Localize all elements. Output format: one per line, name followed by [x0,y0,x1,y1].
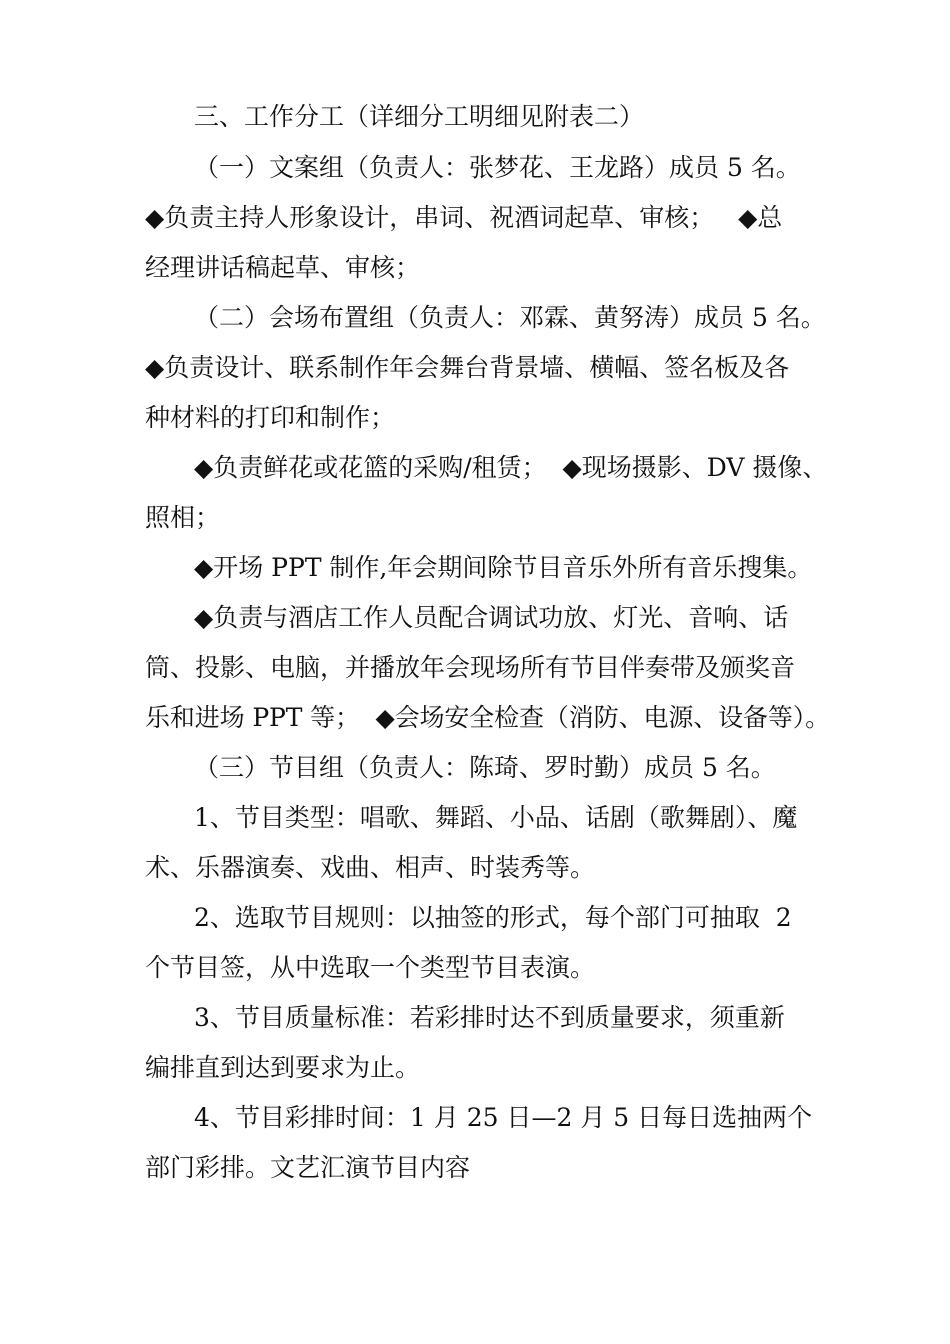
venue-duties-line-2: 种材料的打印和制作； [145,403,396,432]
program-types-line-2: 术、乐器演奏、戏曲、相声、时装秀等。 [145,853,596,882]
section-heading-work-division: 三、工作分工（详细分工明细见附表二） [194,102,645,131]
selection-rules-line-1: 2、选取节目规则：以抽签的形式，每个部门可抽取 2 [194,903,792,932]
copywriting-duties-line-2: 经理讲话稿起草、审核； [145,253,421,282]
av-coordination-line-2: 筒、投影、电脑，并播放年会现场所有节目伴奏带及颁奖音 [145,653,796,682]
program-group-heading: （三）节目组（负责人：陈琦、罗时勤）成员 5 名。 [194,753,776,782]
copywriting-group-heading: （一）文案组（负责人：张梦花、王龙路）成员 5 名。 [194,153,801,182]
flowers-photography-line-2: 照相； [145,503,221,532]
program-types-line-1: 1、节目类型：唱歌、舞蹈、小品、话剧（歌舞剧）、魔 [194,803,798,832]
quality-standard-line-1: 3、节目质量标准：若彩排时达不到质量要求，须重新 [194,1003,785,1032]
copywriting-duties-line-1: ◆负责主持人形象设计，串词、祝酒词起草、审核； ◆总 [145,203,783,232]
ppt-music-line: ◆开场 PPT 制作,年会期间除节目音乐外所有音乐搜集。 [194,553,813,582]
selection-rules-line-2: 个节目签，从中选取一个类型节目表演。 [145,953,596,982]
av-coordination-line-1: ◆负责与酒店工作人员配合调试功放、灯光、音响、话 [194,603,789,632]
rehearsal-time-line-2: 部门彩排。文艺汇演节目内容 [145,1153,471,1182]
av-coordination-line-3: 乐和进场 PPT 等； ◆会场安全检查（消防、电源、设备等）。 [145,703,830,732]
quality-standard-line-2: 编排直到达到要求为止。 [145,1053,421,1082]
flowers-photography-line-1: ◆负责鲜花或花篮的采购/租赁； ◆现场摄影、DV 摄像、 [194,453,828,482]
venue-group-heading: （二）会场布置组（负责人：邓霖、黄努涛）成员 5 名。 [194,303,826,332]
rehearsal-time-line-1: 4、节目彩排时间：1 月 25 日—2 月 5 日每日选抽两个 [194,1103,813,1132]
venue-duties-line-1: ◆负责设计、联系制作年会舞台背景墙、横幅、签名板及各 [145,353,790,382]
